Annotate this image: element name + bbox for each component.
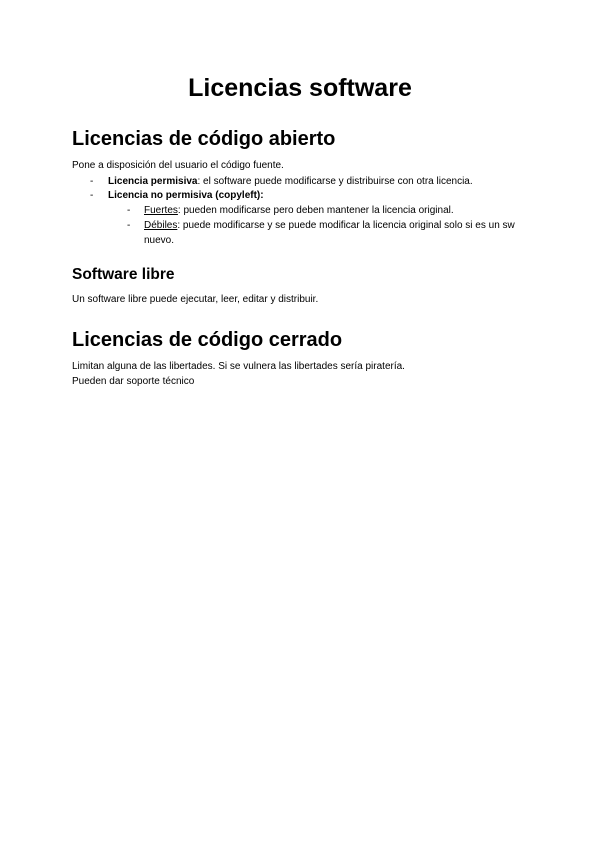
list-item-non-permissive: Licencia no permisiva (copyleft): <box>108 190 264 201</box>
subsection-heading-free-software: Software libre <box>72 266 175 283</box>
section-heading-closed-source: Licencias de código cerrado <box>72 329 343 351</box>
sub-bullet-dash: - <box>127 220 131 231</box>
bullet-dash: - <box>90 190 94 201</box>
permissive-term: Licencia permisiva <box>108 176 198 187</box>
debiles-term: Débiles <box>144 220 178 231</box>
free-software-text: Un software libre puede ejecutar, leer, editar y distribuir. <box>72 294 319 305</box>
sub-item-debiles <box>144 218 529 248</box>
open-source-intro: Pone a disposición del usuario el código fuente. <box>72 160 284 171</box>
sub-bullet-dash: - <box>127 205 131 216</box>
fuertes-term: Fuertes <box>144 205 178 216</box>
closed-source-line-2: Pueden dar soporte técnico <box>72 376 195 387</box>
bullet-dash: - <box>90 176 94 187</box>
list-item-permissive <box>108 174 473 189</box>
closed-source-line-1: Limitan alguna de las libertades. Si se vulnera las libertades sería piratería. <box>72 361 405 372</box>
sub-item-fuertes <box>144 203 454 218</box>
document-title: Licencias software <box>188 74 412 102</box>
permissive-text: : el software puede modificarse y distribuirse con otra licencia. <box>197 176 473 187</box>
section-heading-open-source: Licencias de código abierto <box>72 128 336 150</box>
debiles-text: : puede modificarse y se puede modificar la licencia original solo si es un sw nuevo. <box>144 220 515 246</box>
fuertes-text: : pueden modificarse pero deben mantener la licencia original. <box>177 205 454 216</box>
